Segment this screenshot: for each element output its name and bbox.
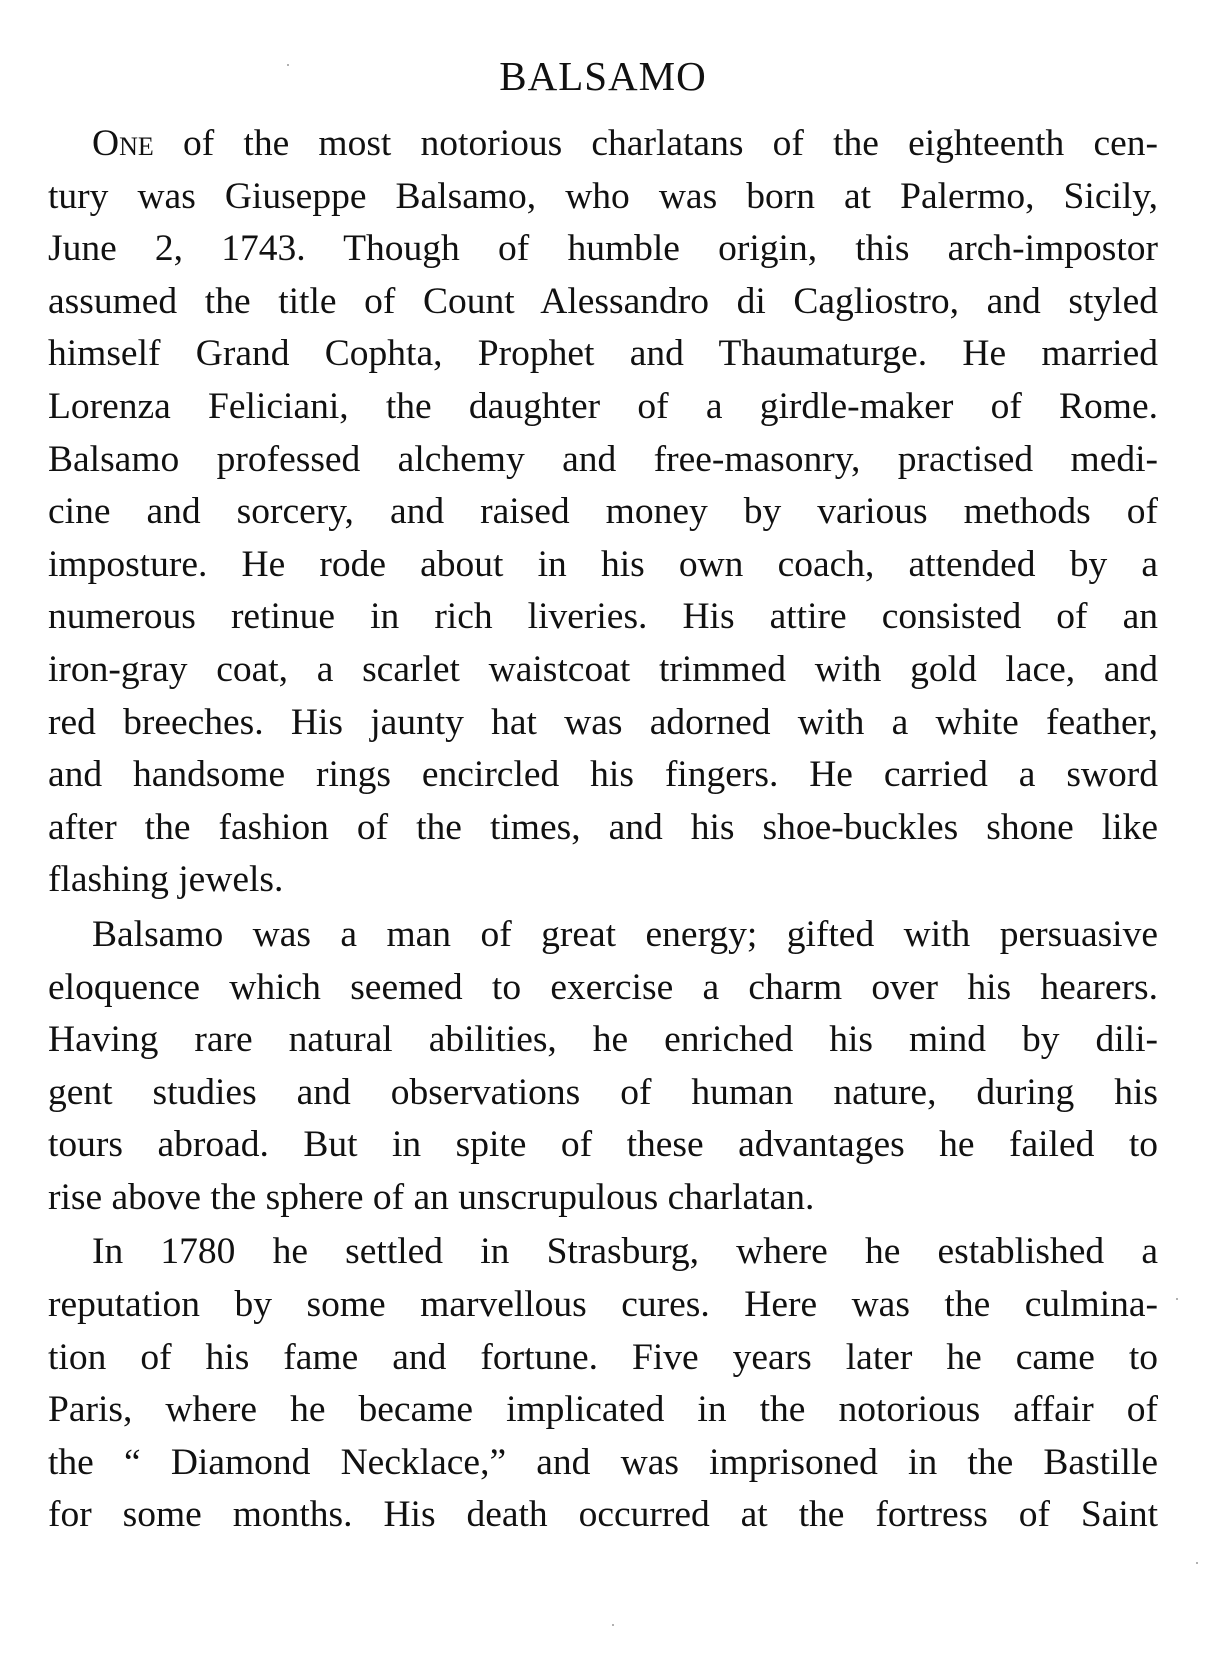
paragraph-line: Having rare natural abilities, he enriched his mind by dili- bbox=[48, 1019, 1158, 1061]
scan-speck bbox=[1196, 1562, 1198, 1564]
paragraph-line: One of the most notorious charlatans of the eighteenth cen- bbox=[92, 123, 1158, 164]
paragraph-line: eloquence which seemed to exercise a charm over his hearers. bbox=[48, 966, 1158, 1008]
paragraph-line: Paris, where he became implicated in the notorious affair of bbox=[48, 1389, 1158, 1431]
paragraph-3 bbox=[48, 1226, 1158, 1542]
lead-word: One bbox=[92, 123, 154, 164]
paragraph-1 bbox=[48, 118, 1158, 907]
paragraph-line: tion of his fame and fortune. Five years later he came to bbox=[48, 1336, 1158, 1378]
page-title: BALSAMO bbox=[499, 53, 707, 99]
paragraph-line: flashing jewels. bbox=[48, 859, 284, 901]
scan-speck bbox=[612, 1624, 614, 1626]
paragraph-line: Balsamo was a man of great energy; gifted with persuasive bbox=[92, 913, 1158, 955]
paragraph-line: for some months. His death occurred at the fortress of Saint bbox=[48, 1494, 1158, 1536]
scan-speck bbox=[287, 64, 289, 66]
paragraph-line: assumed the title of Count Alessandro di Cagliostro, and styled bbox=[48, 280, 1158, 322]
paragraph-line: the “ Diamond Necklace,” and was imprisoned in the Bastille bbox=[48, 1441, 1158, 1483]
paragraph-line: Balsamo professed alchemy and free-masonry, practised medi- bbox=[48, 438, 1158, 480]
paragraph-line: and handsome rings encircled his fingers. He carried a sword bbox=[48, 754, 1158, 796]
paragraph-line: rise above the sphere of an unscrupulous charlatan. bbox=[48, 1176, 815, 1218]
paragraph-line: iron-gray coat, a scarlet waistcoat trimmed with gold lace, and bbox=[48, 648, 1158, 690]
paragraph-line: after the fashion of the times, and his shoe-buckles shone like bbox=[48, 806, 1158, 848]
paragraph-line: gent studies and observations of human nature, during his bbox=[48, 1071, 1158, 1113]
paragraph-line: cine and sorcery, and raised money by various methods of bbox=[48, 491, 1158, 533]
paragraph-line: numerous retinue in rich liveries. His attire consisted of an bbox=[48, 596, 1158, 638]
paragraph-line: June 2, 1743. Though of humble origin, this arch-impostor bbox=[48, 228, 1158, 270]
paragraph-line: Lorenza Feliciani, the daughter of a girdle-maker of Rome. bbox=[48, 385, 1158, 427]
scan-speck bbox=[1176, 1298, 1178, 1300]
paragraph-line: reputation by some marvellous cures. Here was the culmina- bbox=[48, 1284, 1158, 1326]
paragraph-line: In 1780 he settled in Strasburg, where he established a bbox=[92, 1231, 1158, 1273]
paragraph-line: imposture. He rode about in his own coach, attended by a bbox=[48, 543, 1158, 585]
paragraph-line: red breeches. His jaunty hat was adorned with a white feather, bbox=[48, 701, 1158, 743]
paragraph-2 bbox=[48, 909, 1158, 1225]
paragraph-line: himself Grand Cophta, Prophet and Thaumaturge. He married bbox=[48, 333, 1158, 375]
paragraph-line: tury was Giuseppe Balsamo, who was born at Palermo, Sicily, bbox=[48, 175, 1158, 217]
document-page bbox=[48, 48, 1158, 1542]
paragraph-line: tours abroad. But in spite of these advantages he failed to bbox=[48, 1124, 1158, 1166]
